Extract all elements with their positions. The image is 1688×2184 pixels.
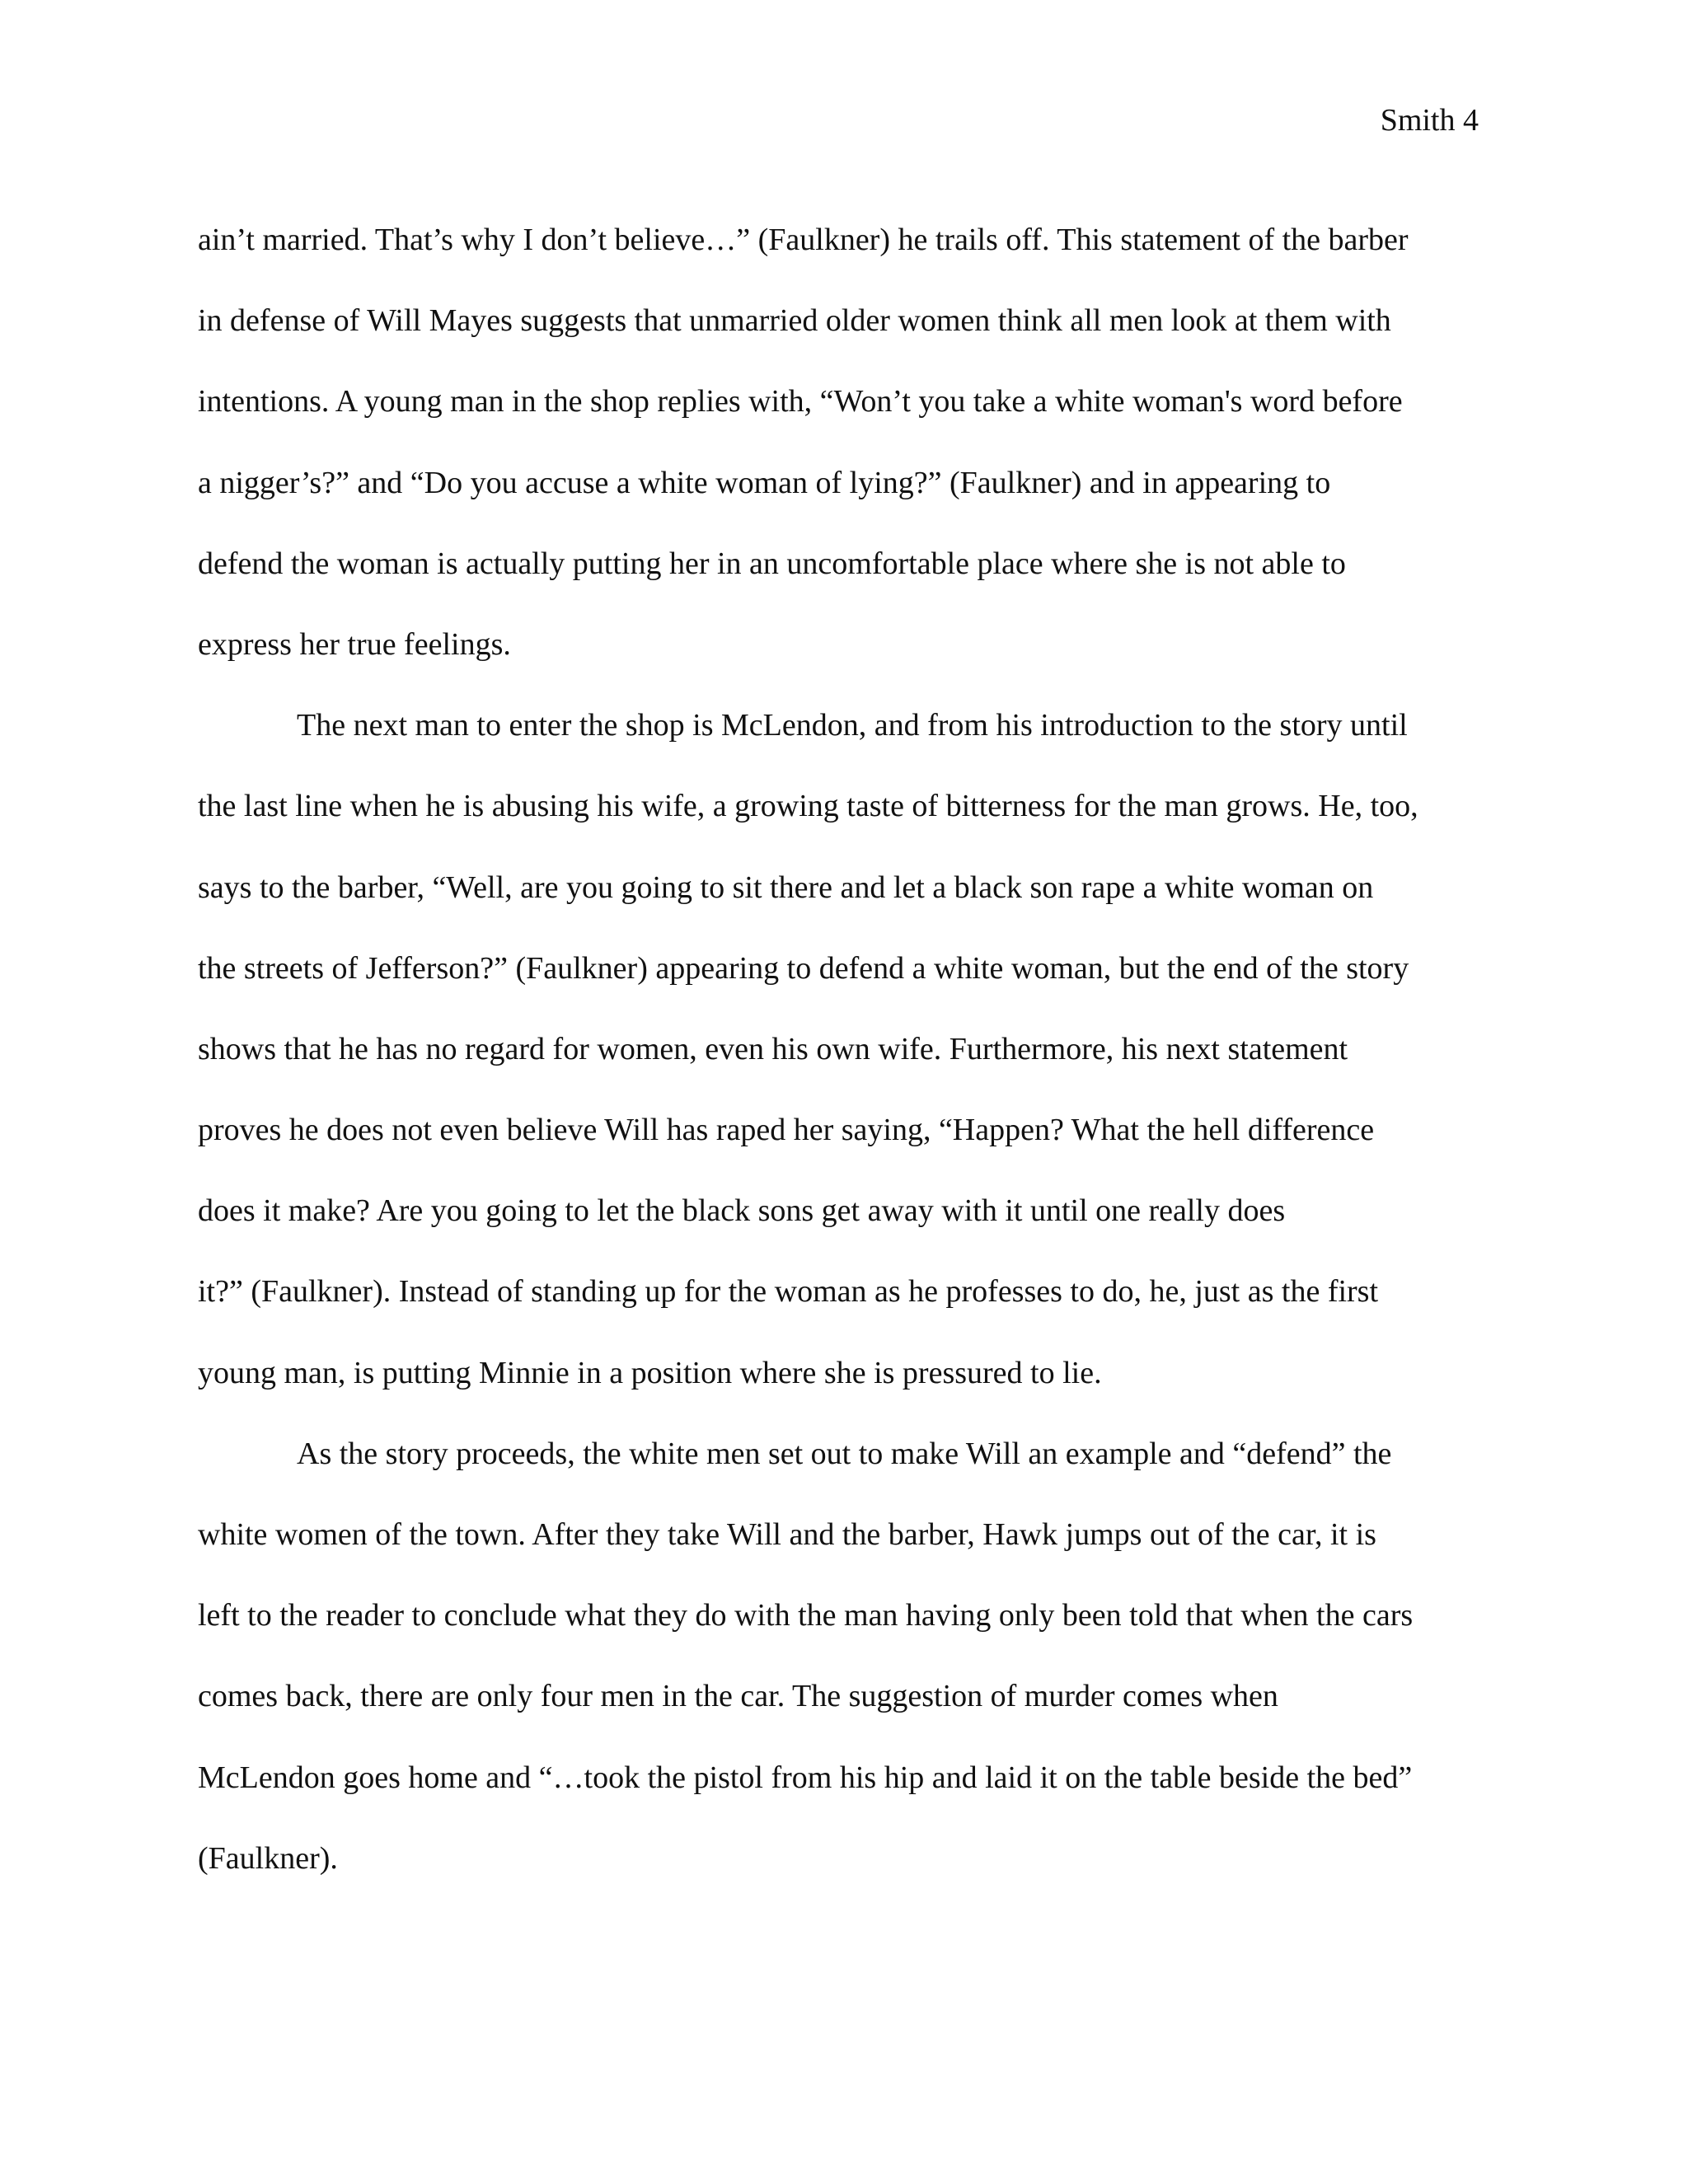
text-line: As the story proceeds, the white men set out to make Will an example and “defend” the — [297, 1436, 1392, 1471]
text-line: comes back, there are only four men in the car. The suggestion of murder comes when — [198, 1679, 1278, 1714]
text-line: The next man to enter the shop is McLendon, and from his introduction to the story until — [297, 708, 1408, 743]
text-line: the streets of Jefferson?” (Faulkner) appearing to defend a white woman, but the end of the story — [198, 950, 1409, 986]
text-line: it?” (Faulkner). Instead of standing up for the woman as he professes to do, he, just as the first — [198, 1274, 1379, 1310]
body-text — [198, 199, 1484, 1899]
paragraph — [198, 685, 1484, 1413]
text-line: shows that he has no regard for women, even his own wife. Furthermore, his next statement — [198, 1031, 1348, 1066]
text-line: says to the barber, “Well, are you going to sit there and let a black son rape a white woman on — [198, 869, 1374, 905]
text-line: a nigger’s?” and “Do you accuse a white woman of lying?” (Faulkner) and in appearing to — [198, 465, 1331, 500]
text-line: in defense of Will Mayes suggests that unmarried older women think all men look at them with — [198, 303, 1391, 339]
running-head: Smith 4 — [1380, 103, 1479, 138]
text-line: (Faulkner). — [198, 1840, 338, 1876]
text-line: does it make? Are you going to let the black sons get away with it until one really does — [198, 1193, 1286, 1229]
paragraph — [198, 1413, 1484, 1899]
text-line: express her true feelings. — [198, 626, 511, 662]
text-line: ain’t married. That’s why I don’t believe…” (Faulkner) he trails off. This statement of the barber — [198, 223, 1409, 257]
text-line: young man, is putting Minnie in a position where she is pressured to lie. — [198, 1355, 1102, 1390]
text-line: white women of the town. After they take Will and the barber, Hawk jumps out of the car, it is — [198, 1517, 1376, 1552]
text-line: left to the reader to conclude what they do with the man having only been told that when the cars — [198, 1598, 1414, 1633]
text-line: defend the woman is actually putting her in an uncomfortable place where she is not able to — [198, 546, 1346, 581]
text-line: intentions. A young man in the shop replies with, “Won’t you take a white woman's word before — [198, 384, 1403, 419]
text-line: proves he does not even believe Will has raped her saying, “Happen? What the hell difference — [198, 1113, 1375, 1148]
text-line: the last line when he is abusing his wife, a growing taste of bitterness for the man grows. He, too, — [198, 789, 1418, 824]
text-line: McLendon goes home and “…took the pistol from his hip and laid it on the table beside the bed” — [198, 1760, 1413, 1795]
paragraph — [198, 199, 1484, 685]
